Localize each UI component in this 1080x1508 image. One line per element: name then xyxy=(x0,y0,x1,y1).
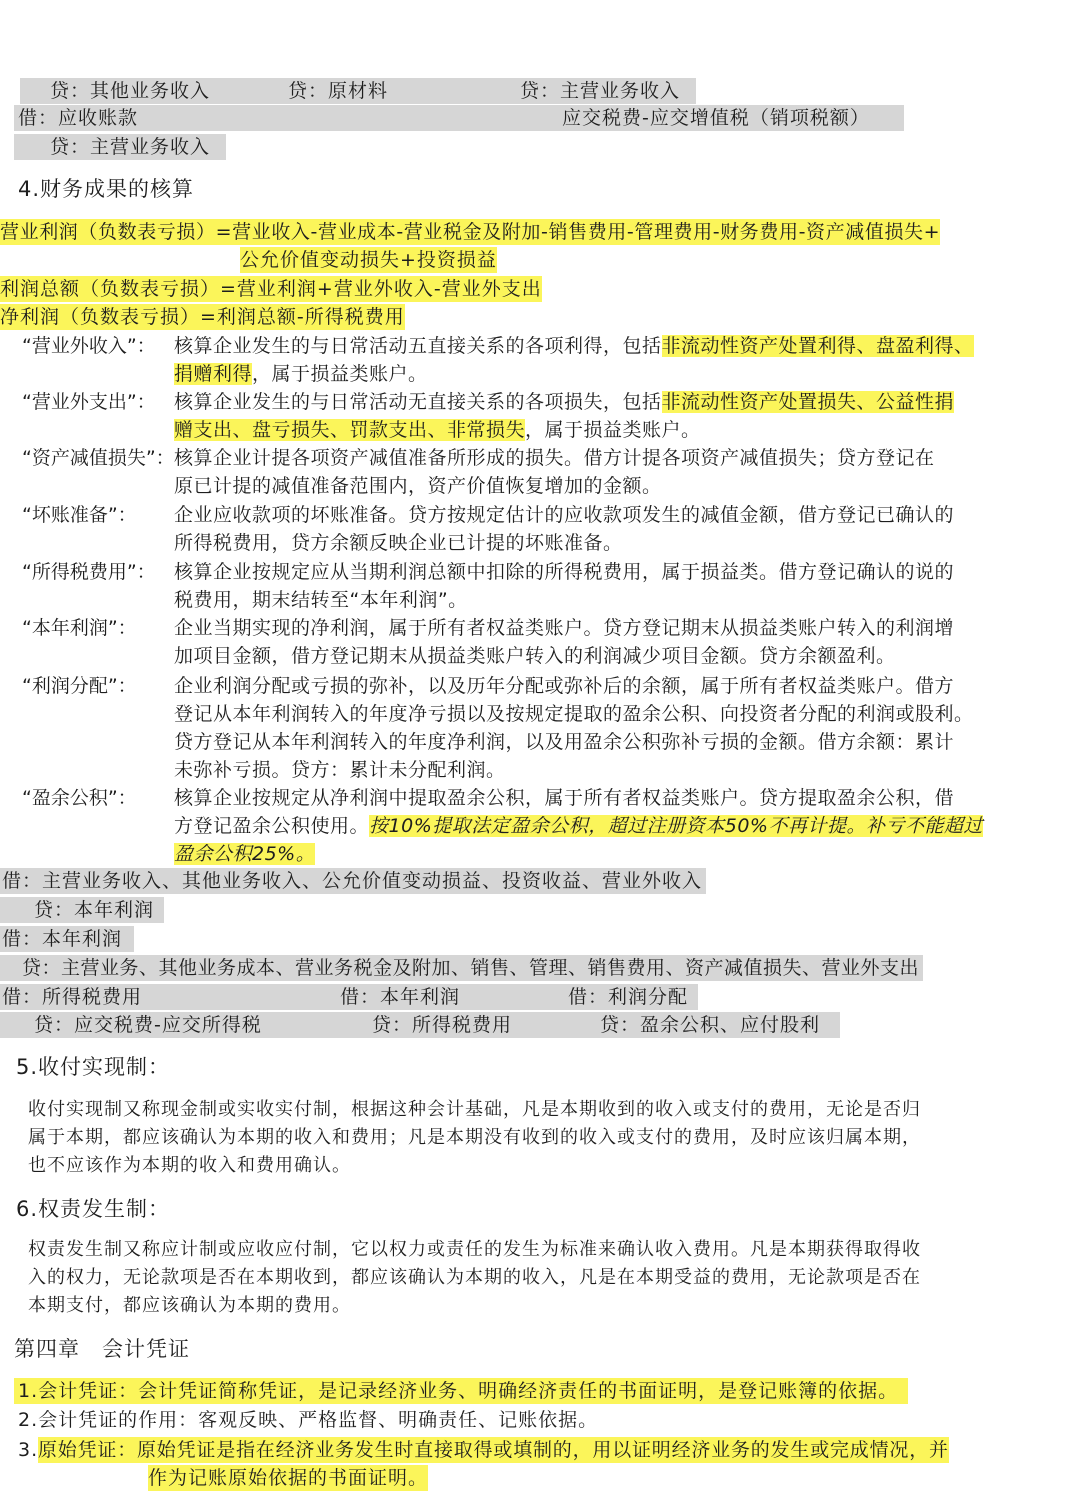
para-line: 属于本期，都应该确认为本期的收入和费用；凡是本期没有收到的收入或支付的费用，及时应该归属本期， xyxy=(28,1127,921,1148)
def-text: ，属于损益类账户。 xyxy=(525,419,701,441)
journal-line: 贷：原材料 xyxy=(228,78,492,104)
term-definition xyxy=(174,558,954,614)
para-line: 入的权力，无论款项是否在本期收到，都应该确认为本期的收入，凡是在本期受益的费用，无论款项是否在 xyxy=(28,1267,921,1288)
formula-net-profit: 净利润（负数表亏损）=利润总额-所得税费用 xyxy=(0,306,405,328)
def-text: 核算企业计提各项资产减值准备所形成的损失。借方计提各项资产减值损失；贷方登记在 xyxy=(174,447,935,469)
def-text: 核算企业发生的与日常活动无直接关系的各项损失，包括 xyxy=(174,391,662,413)
def-text: 登记从本年利润转入的年度净亏损以及按规定提取的盈余公积、向投资者分配的利润或股利。 xyxy=(174,703,974,725)
def-highlight: 按10%提取法定盈余公积，超过注册资本50%不再计提。补亏不能超过 xyxy=(369,815,983,837)
term-name: “所得税费用”： xyxy=(22,561,156,583)
def-text: 核算企业按规定从净利润中提取盈余公积，属于所有者权益类账户。贷方提取盈余公积，借 xyxy=(174,787,955,809)
def-text: 企业应收款项的坏账准备。贷方按规定估计的应收款项发生的减值金额，借方登记已确认的 xyxy=(174,504,955,526)
def-text: 核算企业按规定应从当期利润总额中扣除的所得税费用，属于损益类。借方登记确认的说的 xyxy=(174,561,955,583)
journal-line: 借：主营业务收入、其他业务收入、公允价值变动损益、投资收益、营业外收入 xyxy=(0,868,706,894)
section-heading: 5.收付实现制： xyxy=(16,1055,171,1079)
def-text: 原已计提的减值准备范围内，资产价值恢复增加的金额。 xyxy=(174,475,662,497)
term-name: “资产减值损失”： xyxy=(22,447,175,469)
journal-line: 贷：其他业务收入 xyxy=(20,78,228,104)
term-definition xyxy=(174,672,974,784)
def-text: 税费用，期末结转至“本年利润”。 xyxy=(174,589,468,611)
journal-line: 借：本年利润 xyxy=(340,986,461,1008)
para-line: 也不应该作为本期的收入和费用确认。 xyxy=(28,1155,351,1176)
formula-operating-profit: 营业利润（负数表亏损）=营业收入-营业成本-营业税金及附加-销售费用-管理费用-财务费用-资产减值损失+ xyxy=(0,221,941,243)
term-name: “坏账准备”： xyxy=(22,504,137,526)
def-highlight: 赠支出、盘亏损失、罚款支出、非常损失 xyxy=(174,419,526,441)
section-heading: 4.财务成果的核算 xyxy=(18,177,195,201)
def-text: 所得税费用，贷方余额反映企业已计提的坏账准备。 xyxy=(174,532,623,554)
para-line: 收付实现制又称现金制或实收实付制，根据这种会计基础，凡是本期收到的收入或支付的费用，无论是否归 xyxy=(28,1099,921,1120)
term-definition xyxy=(174,388,954,444)
def-text: ，属于损益类账户。 xyxy=(252,363,428,385)
term-name: “本年利润”： xyxy=(22,617,137,639)
def-highlight: 盈余公积25%。 xyxy=(174,843,316,865)
section-heading: 6.权责发生制： xyxy=(16,1197,171,1221)
formula-operating-profit-cont: 公允价值变动损失+投资损益 xyxy=(240,249,497,271)
def-text: 加项目金额，借方登记期末从损益类账户转入的利润减少项目金额。贷方余额盈利。 xyxy=(174,645,896,667)
def-text: 未弥补亏损。贷方：累计未分配利润。 xyxy=(174,759,506,781)
def-highlight: 捐赠利得 xyxy=(174,363,253,385)
chapter-item-cont: 作为记账原始依据的书面证明。 xyxy=(148,1467,429,1489)
def-text: 企业利润分配或亏损的弥补，以及历年分配或弥补后的余额，属于所有者权益类账户。借方 xyxy=(174,675,955,697)
def-text: 方登记盈余公积使用。 xyxy=(174,815,370,837)
term-definition xyxy=(174,501,954,557)
def-highlight: 非流动性资产处置损失、公益性捐 xyxy=(661,391,955,413)
def-text: 贷方登记从本年利润转入的年度净利润，以及用盈余公积弥补亏损的金额。借方余额：累计 xyxy=(174,731,955,753)
journal-line: 应交税费-应交增值税（销项税额） xyxy=(562,107,870,129)
chapter-title: 第四章 会计凭证 xyxy=(14,1337,190,1361)
para-line: 权责发生制又称应计制或应收应付制，它以权力或责任的发生为标准来确认收入费用。凡是本期获得取得收 xyxy=(28,1239,921,1260)
chapter-item: 2.会计凭证的作用：客观反映、严格监督、明确责任、记账依据。 xyxy=(18,1409,599,1431)
term-name: “盈余公积”： xyxy=(22,787,137,809)
para-line: 本期支付，都应该确认为本期的费用。 xyxy=(28,1295,351,1316)
def-highlight: 非流动性资产处置利得、盘盈利得、 xyxy=(661,335,974,357)
chapter-item: 原始凭证：原始凭证是指在经济业务发生时直接取得或填制的，用以证明经济业务的发生或完成情况，并 xyxy=(38,1439,949,1461)
section-paragraph xyxy=(28,1096,1058,1180)
term-name: “营业外支出”： xyxy=(22,391,156,413)
chapter-item: 1.会计凭证：会计凭证简称凭证，是记录经济业务、明确经济责任的书面证明，是登记账簿的依据。 xyxy=(14,1378,908,1404)
formula-total-profit: 利润总额（负数表亏损）=营业利润+营业外收入-营业外支出 xyxy=(0,278,542,300)
journal-line: 借：利润分配 xyxy=(568,986,689,1008)
journal-line: 贷：应交税费-应交所得税 xyxy=(0,1012,840,1038)
term-name: “利润分配”： xyxy=(22,675,137,697)
journal-line: 借：本年利润 xyxy=(0,926,134,952)
journal-line: 借：应收账款 xyxy=(14,105,904,131)
section-paragraph xyxy=(28,1236,1058,1320)
term-name: “营业外收入”： xyxy=(22,335,156,357)
journal-line: 贷：本年利润 xyxy=(0,897,164,923)
journal-line: 贷：盈余公积、应付股利 xyxy=(600,1014,821,1036)
journal-line: 贷：主营业务收入 xyxy=(492,78,696,104)
journal-line: 借：所得税费用 xyxy=(0,984,698,1010)
journal-line: 贷：主营业务收入 xyxy=(14,134,226,160)
term-definition xyxy=(174,614,954,670)
term-definition xyxy=(174,444,935,500)
journal-line: 贷：主营业务、其他业务成本、营业务税金及附加、销售、管理、销售费用、资产减值损失、营业外支出 xyxy=(0,955,923,981)
term-definition xyxy=(174,332,974,388)
def-text: 核算企业发生的与日常活动五直接关系的各项利得，包括 xyxy=(174,335,662,357)
def-text: 企业当期实现的净利润，属于所有者权益类账户。贷方登记期末从损益类账户转入的利润增 xyxy=(174,617,955,639)
journal-line: 贷：所得税费用 xyxy=(372,1014,513,1036)
term-definition xyxy=(174,784,983,868)
chapter-item-number: 3. xyxy=(18,1439,39,1461)
